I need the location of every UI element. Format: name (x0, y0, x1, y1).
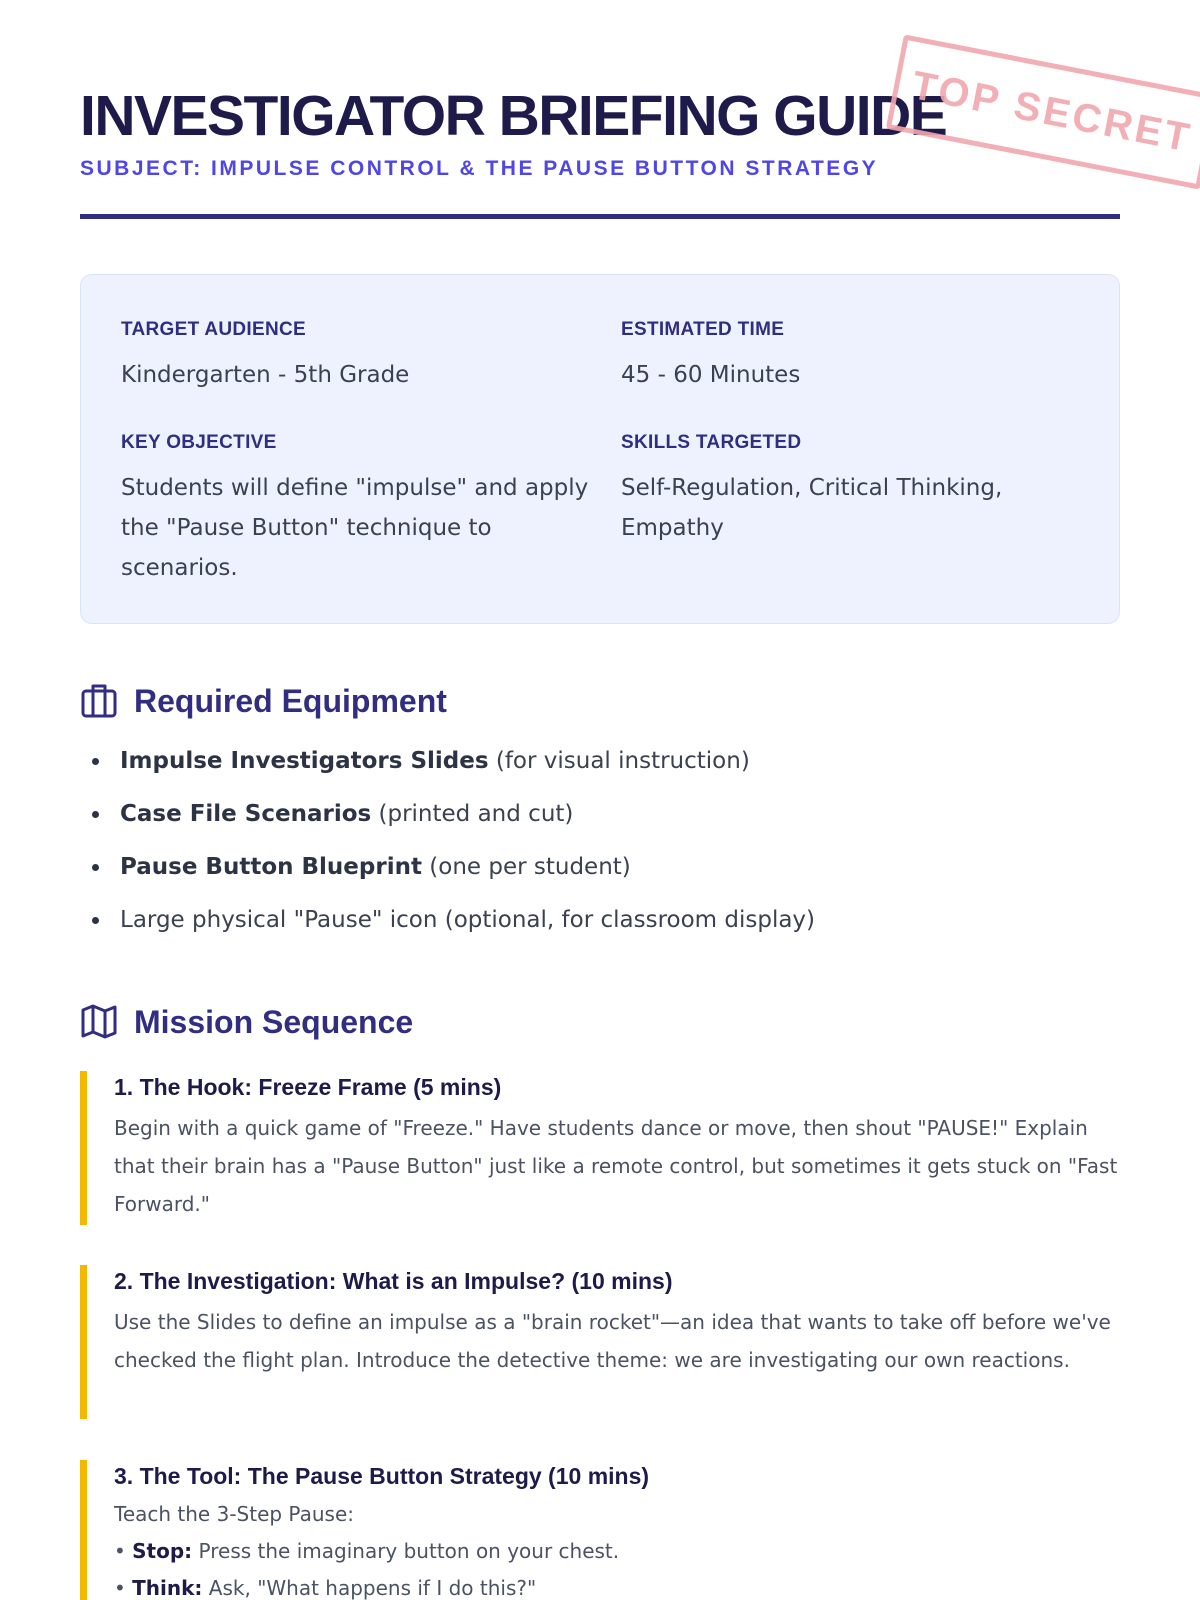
step-point-think: • Think: Ask, "What happens if I do this?" (114, 1576, 537, 1600)
skills-value: Self-Regulation, Critical Thinking, Empathy (621, 475, 1003, 541)
briefcase-icon (80, 681, 118, 719)
objective-label: KEY OBJECTIVE (121, 432, 277, 453)
time-value: 45 - 60 Minutes (621, 362, 801, 388)
audience-value: Kindergarten - 5th Grade (121, 362, 410, 388)
equipment-heading (80, 681, 447, 721)
map-icon (80, 1002, 118, 1040)
step-title: 3. The Tool: The Pause Button Strategy (10 mins) (114, 1463, 650, 1489)
step-intro: Teach the 3-Step Pause: (114, 1502, 354, 1526)
mission-step-3 (80, 1460, 1120, 1600)
step-body: Use the Slides to define an impulse as a "brain rocket"—an idea that wants to take off before we've checked the flight plan. Introduce the detective theme: we are investigating our own reactions. (114, 1310, 1111, 1372)
skills-label: SKILLS TARGETED (621, 432, 802, 453)
list-item: Impulse Investigators Slides (for visual instruction) (80, 744, 1120, 797)
meta-skills (621, 430, 1051, 548)
equipment-title: Required Equipment (134, 683, 447, 719)
audience-label: TARGET AUDIENCE (121, 319, 306, 340)
meta-objective (121, 430, 591, 588)
step-body: Begin with a quick game of "Freeze." Have students dance or move, then shout "PAUSE!" Explain that their brain has a "Pause Button" just like a remote control, but sometimes it gets stuck on "Fast Forward." (114, 1116, 1118, 1216)
header-divider (80, 214, 1120, 219)
step-point-stop: • Stop: Press the imaginary button on your chest. (114, 1539, 620, 1563)
page-subtitle: SUBJECT: IMPULSE CONTROL & THE PAUSE BUTTON STRATEGY (80, 157, 879, 180)
list-item: Pause Button Blueprint (one per student) (80, 850, 1120, 903)
equipment-list (80, 744, 1120, 956)
page-title: INVESTIGATOR BRIEFING GUIDE (80, 84, 947, 148)
step-title: 2. The Investigation: What is an Impulse? (10 mins) (114, 1268, 673, 1294)
meta-panel (80, 274, 1120, 624)
mission-heading (80, 1002, 413, 1042)
top-secret-stamp: TOP SECRET (886, 34, 1200, 189)
time-label: ESTIMATED TIME (621, 319, 785, 340)
list-item: Large physical "Pause" icon (optional, for classroom display) (80, 903, 1120, 956)
mission-title: Mission Sequence (134, 1004, 414, 1040)
meta-time (621, 317, 1091, 395)
step-title: 1. The Hook: Freeze Frame (5 mins) (114, 1074, 502, 1100)
list-item: Case File Scenarios (printed and cut) (80, 797, 1120, 850)
mission-step-2 (80, 1265, 1120, 1419)
meta-audience (121, 317, 591, 395)
mission-step-1 (80, 1071, 1120, 1225)
briefing-page (80, 0, 1196, 1600)
objective-value: Students will define "impulse" and apply the "Pause Button" technique to scenarios. (121, 475, 589, 581)
